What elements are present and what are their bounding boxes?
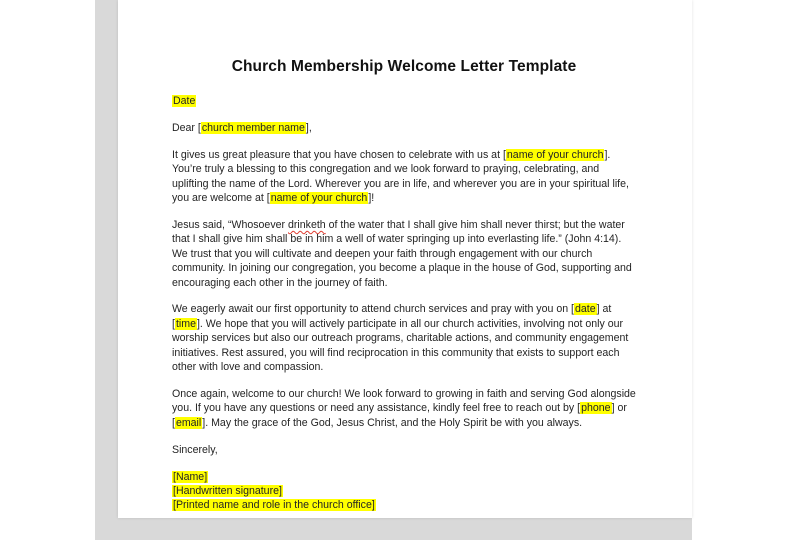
paragraph-3 <box>172 302 636 374</box>
signature-role-line <box>172 498 636 512</box>
text-run: Jesus said, “Whosoever <box>172 218 288 231</box>
text-run: ]. May the grace of the God, Jesus Christ, and the Holy Spirit be with you always. <box>202 416 583 429</box>
phone-placeholder: phone <box>581 402 611 415</box>
text-run: Once again, welcome to our church! We look forward to growing in faith and serving God alongside you. If you have any questions or need any assistance, kindly feel free to reach out by [ <box>172 388 636 415</box>
misspelled-word: drinketh <box>288 218 326 231</box>
handwritten-signature-placeholder: [Handwritten signature] <box>173 485 282 498</box>
text-run: ], <box>305 121 312 134</box>
date-placeholder-inline: date <box>574 303 596 316</box>
text-run: ]. You’re truly a blessing to this congregation and we look forward to praying, celebrating, and uplifting the name of the Lord. Wherever you are in life, and wherever you are in your spiritual life, you are welcome at [ <box>172 148 629 205</box>
date-line <box>172 94 636 108</box>
text-run: ] at [ <box>172 303 612 330</box>
paragraph-2 <box>172 218 636 290</box>
time-placeholder: time <box>175 317 196 330</box>
printed-name-role-placeholder: [Printed name and role in the church office] <box>173 499 375 512</box>
name-of-your-church-placeholder: name of your church <box>506 148 604 161</box>
closing: Sincerely, <box>172 443 218 456</box>
email-placeholder: email <box>175 416 202 429</box>
date-placeholder: Date <box>173 95 196 107</box>
church-member-name-placeholder: church member name <box>201 121 305 134</box>
text-run: Dear [ <box>172 121 201 134</box>
text-run: of the water that I shall give him shall never thirst; but the water that I shall give him shall be in him a well of water springing up into everlasting life.” (John 4:14). We trust that you will cultivate and deepen your faith through engagement with our church community. In joining our congregation, you become a plaque in the house of God, supporting and encouraging each other in the journey of faith. <box>172 218 632 289</box>
name-placeholder: [Name] <box>173 470 208 483</box>
text-run: ] or [ <box>172 402 627 429</box>
name-of-your-church-placeholder: name of your church <box>270 192 368 205</box>
document-page <box>118 0 692 518</box>
signature-name-line <box>172 470 636 484</box>
salutation <box>172 121 636 135</box>
text-run: ]. We hope that you will actively participate in all our church activities, involving not only our worship services but also our outreach programs, charitable actions, and community engagement initiatives. Rest assured, you will find reciprocation in this community that exists to support each other with love and compassion. <box>172 317 629 374</box>
document-title: Church Membership Welcome Letter Template <box>231 58 577 75</box>
signature-handwritten-line <box>172 484 636 498</box>
text-run: ]! <box>368 192 375 205</box>
paragraph-4 <box>172 387 636 430</box>
paragraph-1 <box>172 148 636 206</box>
text-run: We eagerly await our first opportunity to attend church services and pray with you on [ <box>172 303 574 316</box>
text-run: It gives us great pleasure that you have chosen to celebrate with us at [ <box>172 148 506 161</box>
